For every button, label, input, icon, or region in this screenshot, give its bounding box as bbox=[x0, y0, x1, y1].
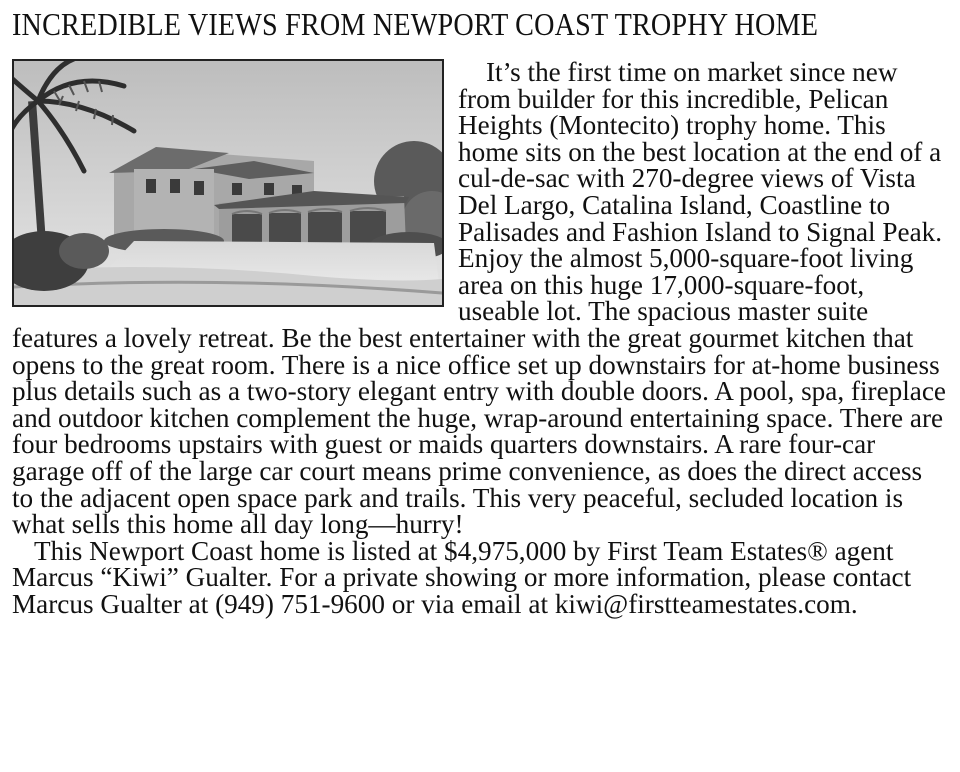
paragraph-listing-contact bbox=[12, 535, 950, 619]
listing-article bbox=[12, 4, 950, 617]
paragraph-1-text: It’s the first time on market since new from builder for this incredible, Pelican Heights (Montecito) trophy home. This home sits on the best location at the end of a cul-de-sac with 270-degree views of Vista Del Largo, Catalina Island, Coastline to Palisades and Fashion Island to Signal Peak. Enjoy the almost 5,000-square-foot living area on this huge 17,000-square-foot, useable lot. The spacious master suite features a lovely retreat. Be the best entertainer with the great gourmet kitchen that opens to the great room. There is a nice office set up downstairs for at-home business plus details such as a two-story elegant entry with double doors. A pool, spa, fireplace and outdoor kitchen complement the huge, wrap-around entertaining space. There are four bedrooms upstairs with guest or maids quarters downstairs. A rare four-car garage off of the large car court means prime convenience, as does the direct access to the adjacent open space park and trails. This very peaceful, secluded location is what sells this home all day long—hurry! bbox=[12, 57, 946, 540]
paragraph-2-text: This Newport Coast home is listed at $4,975,000 by First Team Estates® agent Marcus “Kiwi” Gualter. For a private showing or more information, please contact Marcus Gualter at (949) 751-9600 or via email at kiwi@firstteamestates.com. bbox=[12, 535, 912, 619]
house-photo bbox=[12, 59, 444, 307]
headline: INCREDIBLE VIEWS FROM NEWPORT COAST TROPHY HOME bbox=[12, 6, 819, 42]
article-body bbox=[12, 59, 950, 617]
